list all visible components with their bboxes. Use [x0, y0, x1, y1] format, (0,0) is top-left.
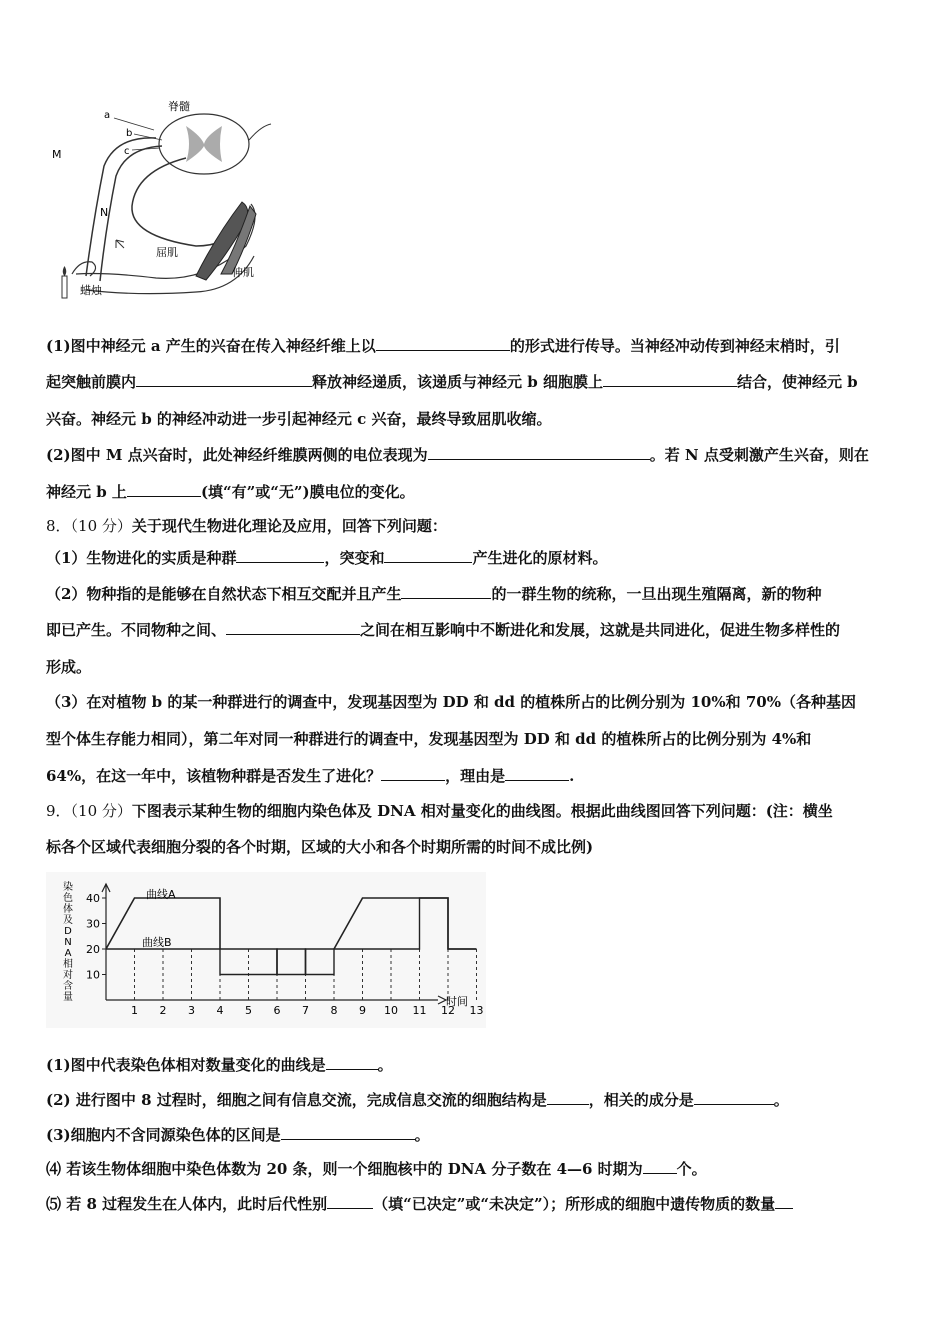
- y-tick-label: 10: [86, 968, 100, 982]
- label-extensor: 伸肌: [232, 266, 254, 279]
- q9-p2: [46, 1090, 789, 1110]
- text-segment: 个。: [676, 1160, 707, 1178]
- q7-p2-line1: [46, 445, 869, 465]
- x-tick-label: 6: [273, 1004, 281, 1017]
- text-segment: 释放神经递质，该递质与神经元 b 细胞膜上: [312, 373, 603, 391]
- answer-blank[interactable]: [401, 584, 491, 599]
- text-segment: ，理由是: [445, 767, 506, 785]
- text-segment: 产生进化的原材料。: [472, 549, 608, 567]
- x-tick-label: 7: [302, 1004, 309, 1017]
- y-tick-label: 40: [86, 892, 100, 905]
- text-segment: 。: [773, 1091, 789, 1109]
- reflex-arc-figure: [46, 96, 276, 304]
- flame-icon: [63, 266, 67, 276]
- answer-blank[interactable]: [236, 548, 324, 563]
- text-segment: 。若 N 点受刺激产生兴奋，则在: [649, 446, 869, 464]
- candle-icon: [62, 276, 67, 298]
- q8-p2-line1: [46, 584, 821, 604]
- text-segment: 兴奋。神经元 b 的神经冲动进一步引起神经元 c 兴奋，最终导致屈肌收缩。: [46, 410, 552, 428]
- text-segment: 神经元 b 上: [46, 483, 127, 501]
- x-tick-label: 2: [159, 1004, 167, 1017]
- y-axis-label-char: 及: [63, 915, 73, 926]
- q8-p2-line3: [46, 657, 91, 677]
- x-tick-label: 3: [188, 1004, 195, 1017]
- y-axis-label-char: N: [64, 937, 72, 948]
- answer-blank[interactable]: [384, 548, 472, 563]
- series-label-B: 曲线B: [142, 936, 172, 949]
- text-segment: 标各个区域代表细胞分裂的各个时期，区域的大小和各个时期所需的时间不成比例): [46, 838, 594, 856]
- text-segment: 即已产生。不同物种之间、: [46, 621, 227, 639]
- text-segment: ⑸ 若 8 过程发生在人体内，此时后代性别: [46, 1195, 328, 1213]
- question-number: 9．（10 分）: [46, 802, 132, 820]
- q7-p1-line3: [46, 409, 552, 429]
- y-axis-label-char: 含: [63, 981, 73, 992]
- y-axis-label-char: D: [64, 926, 72, 937]
- text-segment: 形成。: [46, 658, 92, 676]
- text-segment: 。: [414, 1126, 430, 1144]
- text-segment: 。: [377, 1056, 393, 1074]
- x-tick-label: 11: [412, 1004, 427, 1017]
- answer-blank[interactable]: [127, 482, 201, 497]
- answer-blank[interactable]: [326, 1055, 378, 1070]
- q9-p4: [46, 1159, 707, 1179]
- label-spinal-cord: 脊髓: [168, 100, 190, 113]
- q9-p3: [46, 1125, 430, 1145]
- y-axis-label-char: 色: [63, 893, 73, 904]
- afferent-nerve: [86, 138, 156, 276]
- x-tick-label: 4: [216, 1004, 224, 1017]
- q8-p3-line3: [46, 766, 574, 786]
- answer-blank[interactable]: [505, 766, 569, 781]
- y-tick-label: 30: [86, 917, 100, 931]
- q7-p1-line1: [46, 336, 840, 356]
- label-N: N: [100, 206, 109, 219]
- text-segment: (1)图中代表染色体相对数量变化的曲线是: [46, 1056, 326, 1074]
- text-segment: 关于现代生物进化理论及应用，回答下列问题：: [131, 517, 447, 535]
- label-a: a: [104, 110, 111, 121]
- answer-blank[interactable]: [376, 336, 510, 351]
- y-axis-label-char: 体: [63, 904, 73, 915]
- afferent-nerve-2: [100, 146, 162, 281]
- q8-p3-line2: [46, 729, 811, 749]
- text-segment: (2) 进行图中 8 过程时，细胞之间有信息交流，完成信息交流的细胞结构是: [46, 1091, 547, 1109]
- answer-blank[interactable]: [547, 1090, 589, 1105]
- answer-blank[interactable]: [775, 1194, 793, 1209]
- x-tick-label: 5: [245, 1004, 252, 1017]
- text-segment: 下图表示某种生物的细胞内染色体及 DNA 相对量变化的曲线图。根据此曲线图回答下列问题：(注：横坐: [131, 802, 833, 820]
- text-segment: （2）物种指的是能够在自然状态下相互交配并且产生: [46, 585, 402, 603]
- q9-p1: [46, 1055, 393, 1075]
- series-label-A: 曲线A: [146, 888, 176, 901]
- x-axis-title: 时间: [446, 995, 468, 1008]
- label-candle: 蜡烛: [80, 284, 102, 297]
- text-segment: (1)图中神经元 a 产生的兴奋在传入神经纤维上以: [46, 337, 376, 355]
- q9-p5: [46, 1194, 793, 1214]
- x-tick-label: 10: [384, 1004, 398, 1017]
- chromosome-dna-chart: [46, 872, 486, 1028]
- answer-blank[interactable]: [226, 620, 360, 635]
- answer-blank[interactable]: [281, 1125, 415, 1140]
- reflex-arrow: [116, 240, 124, 248]
- y-axis-label-char: 相: [63, 959, 73, 970]
- y-axis-label-char: A: [64, 948, 72, 959]
- y-axis-label-char: 染: [63, 882, 73, 893]
- text-segment: 结合，使神经元 b: [736, 373, 858, 391]
- text-segment: (填“有”或“无”)膜电位的变化。: [200, 483, 415, 501]
- x-tick-label: 1: [131, 1004, 138, 1017]
- q9-header-line2: [46, 837, 593, 857]
- back-contour: [249, 124, 271, 140]
- x-tick-label: 8: [330, 1004, 338, 1017]
- x-tick-label: 9: [359, 1004, 366, 1017]
- text-segment: 的形式进行传导。当神经冲动传到神经末梢时，引: [509, 337, 840, 355]
- text-segment: 起突触前膜内: [46, 373, 137, 391]
- q8-p3-line1: [46, 692, 856, 712]
- text-segment: (3)细胞内不含同源染色体的区间是: [46, 1126, 281, 1144]
- text-segment: （3）在对植物 b 的某一种群进行的调查中，发现基因型为 DD 和 dd 的植株所占的比例分别为 10%和 70%（各种基因: [46, 693, 856, 711]
- x-tick-label: 13: [469, 1004, 484, 1017]
- answer-blank[interactable]: [136, 372, 312, 387]
- text-segment: 型个体生存能力相同），第二年对同一种群进行的调查中，发现基因型为 DD 和 dd 的植株所占的比例分别为 4%和: [46, 730, 812, 748]
- question-number: 8．（10 分）: [46, 517, 132, 535]
- text-segment: (2)图中 M 点兴奋时，此处神经纤维膜两侧的电位表现为: [46, 446, 428, 464]
- answer-blank[interactable]: [327, 1194, 373, 1209]
- x-tick-label: 12: [441, 1004, 455, 1017]
- answer-blank[interactable]: [643, 1159, 677, 1174]
- text-segment: （填“已决定”或“未决定”）；所形成的细胞中遗传物质的数量: [373, 1195, 776, 1213]
- y-axis-label-char: 量: [63, 992, 73, 1003]
- text-segment: 之间在相互影响中不断进化和发展，这就是共同进化，促进生物多样性的: [360, 621, 841, 639]
- text-segment: ⑷ 若该生物体细胞中染色体数为 20 条，则一个细胞核中的 DNA 分子数在 4—6 时期为: [46, 1160, 643, 1178]
- label-M: M: [52, 148, 62, 161]
- answer-blank[interactable]: [428, 445, 650, 460]
- text-segment: 的一群生物的统称，一旦出现生殖隔离，新的物种: [491, 585, 822, 603]
- answer-blank[interactable]: [694, 1090, 774, 1105]
- text-segment: .: [569, 767, 575, 785]
- q7-p1-line2: [46, 372, 858, 392]
- label-c: c: [124, 146, 130, 157]
- q9-header: [46, 801, 833, 821]
- y-tick-label: 20: [86, 943, 100, 956]
- label-b: b: [126, 128, 133, 139]
- text-segment: ，相关的成分是: [588, 1091, 694, 1109]
- q8-p2-line2: [46, 620, 840, 640]
- pointer-a: [114, 118, 154, 130]
- y-axis-label: [63, 880, 73, 1003]
- label-flexor: 屈肌: [156, 246, 178, 259]
- q8-p1: [46, 548, 607, 568]
- text-segment: ，突变和: [324, 549, 385, 567]
- q8-header: [46, 516, 447, 536]
- answer-blank[interactable]: [381, 766, 445, 781]
- answer-blank[interactable]: [603, 372, 737, 387]
- text-segment: 64%，在这一年中，该植物种群是否发生了进化？: [46, 767, 382, 785]
- q7-p2-line2: [46, 482, 415, 502]
- y-axis-label-char: 对: [63, 970, 73, 981]
- text-segment: （1）生物进化的实质是种群: [46, 549, 237, 567]
